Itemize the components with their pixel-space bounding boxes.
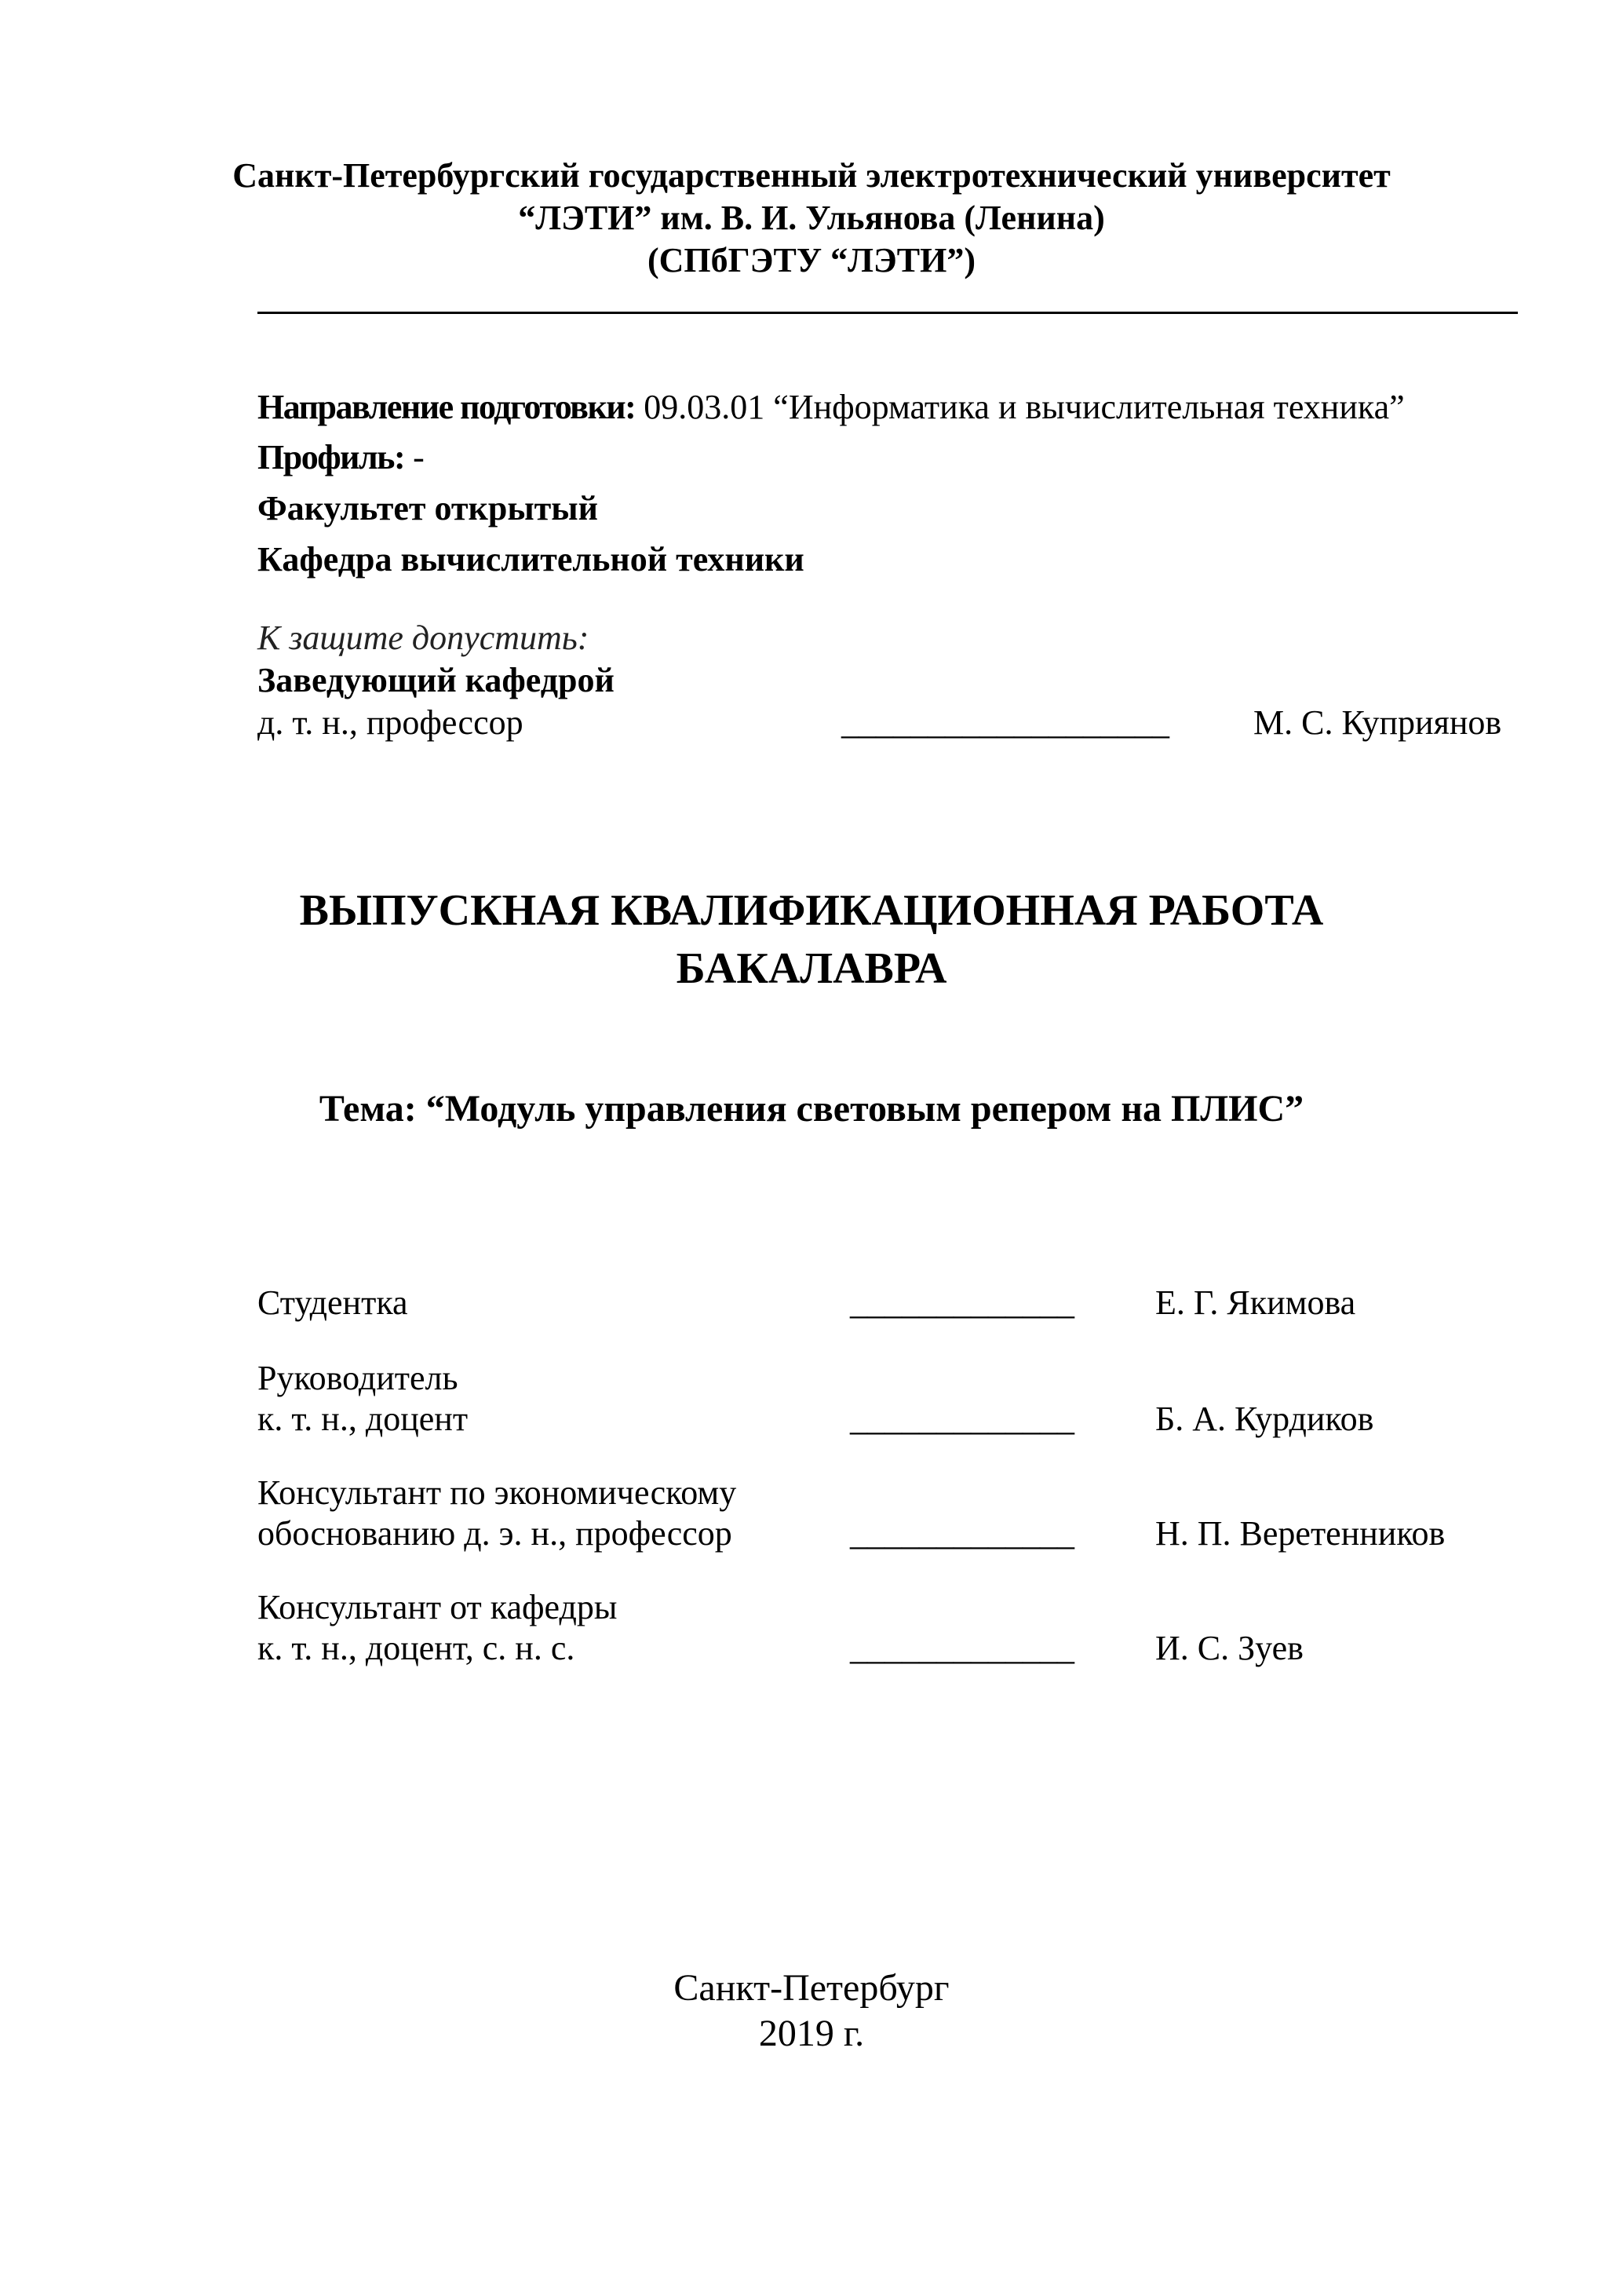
signature-role-degree: обоснованию д. э. н., профессор (257, 1514, 732, 1553)
city: Санкт-Петербург (673, 1967, 950, 2009)
university-abbreviation: (СПбГЭТУ “ЛЭТИ”) (647, 241, 976, 279)
head-of-department-name: М. С. Куприянов (1253, 703, 1502, 742)
university-name: Санкт-Петербургский государственный электротехнический университет (232, 156, 1391, 195)
faculty: Факультет открытый (257, 489, 598, 527)
profile-value: - (413, 438, 425, 476)
document-title: ВЫПУСКНАЯ КВАЛИФИКАЦИОННАЯ РАБОТА (299, 886, 1324, 935)
signature-line: _____________ (850, 1283, 1074, 1322)
signature-name: И. С. Зуев (1155, 1629, 1304, 1667)
signature-role: Студентка (257, 1283, 408, 1322)
year: 2019 г. (758, 2013, 865, 2054)
head-of-department-title: Заведующий кафедрой (257, 661, 615, 699)
signature-name: Н. П. Веретенников (1155, 1514, 1446, 1553)
profile-label: Профиль: (257, 438, 405, 476)
direction-row (257, 387, 1405, 428)
document-title-degree: БАКАЛАВРА (676, 944, 947, 993)
signature-role-degree: к. т. н., доцент (257, 1400, 469, 1438)
university-short-name: “ЛЭТИ” им. В. И. Ульянова (Ленина) (518, 199, 1105, 237)
admit-to-defense: К защите допустить: (257, 619, 589, 657)
signature-line: _____________ (850, 1514, 1074, 1553)
head-signature-line: ___________________ (841, 703, 1169, 742)
signature-role-degree: к. т. н., доцент, с. н. с. (257, 1629, 575, 1667)
header-divider (257, 312, 1518, 314)
direction-label: Направление подготовки: (257, 388, 636, 426)
profile-row (257, 437, 425, 478)
department: Кафедра вычислительной техники (257, 540, 804, 579)
head-of-department-degree: д. т. н., профессор (257, 703, 523, 742)
signature-name: Б. А. Курдиков (1155, 1400, 1374, 1438)
signature-role: Руководитель (257, 1359, 458, 1397)
signature-line: _____________ (850, 1400, 1074, 1438)
signature-role: Консультант от кафедры (257, 1588, 618, 1626)
thesis-theme: Тема: “Модуль управления световым репером на ПЛИС” (319, 1088, 1304, 1130)
signature-line: _____________ (850, 1629, 1074, 1667)
signature-name: Е. Г. Якимова (1155, 1283, 1356, 1322)
signature-role: Консультант по экономическому (257, 1473, 737, 1512)
direction-value: 09.03.01 “Информатика и вычислительная техника” (644, 388, 1405, 426)
